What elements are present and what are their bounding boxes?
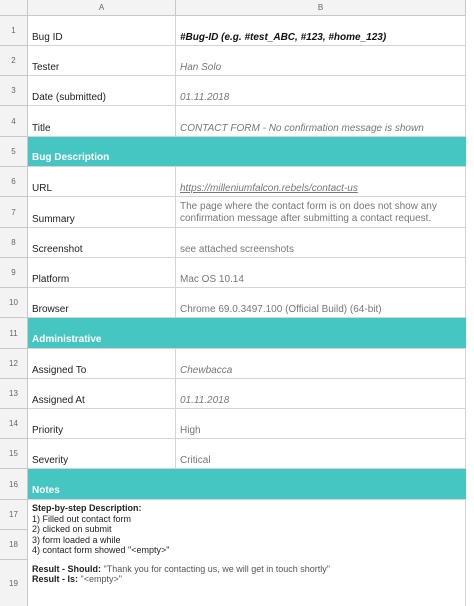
section-header-bug-description[interactable]: Bug Description [28, 137, 466, 167]
cell-value[interactable]: #Bug-ID (e.g. #test_ABC, #123, #home_123) [176, 16, 466, 46]
result-should [32, 564, 461, 575]
cell-value[interactable]: Critical [176, 439, 466, 469]
cell-value[interactable]: High [176, 409, 466, 439]
row-number[interactable]: 2 [0, 46, 28, 76]
row-4 [0, 106, 474, 137]
row-11 [0, 318, 474, 349]
row-number[interactable]: 6 [0, 167, 28, 197]
step-item: 3) form loaded a while [32, 534, 121, 545]
cell-label[interactable]: Date (submitted) [28, 76, 176, 106]
step-item: 4) contact form showed "<empty>" [32, 545, 170, 555]
spacer [32, 556, 461, 564]
row-number[interactable]: 4 [0, 106, 28, 137]
step-item: 2) clicked on submit [32, 524, 112, 534]
result-should-label: Result - Should: [32, 563, 101, 574]
row-number[interactable]: 16 [0, 469, 28, 500]
step-item: 1) Filled out contact form [32, 513, 132, 524]
row-10 [0, 288, 474, 318]
url-link[interactable]: https://milleniumfalcon.rebels/contact-us [176, 167, 466, 197]
row-number[interactable]: 11 [0, 318, 28, 349]
steps-title: Step-by-step Description: [32, 503, 142, 513]
row-9 [0, 258, 474, 288]
row-number[interactable]: 14 [0, 409, 28, 439]
row-12 [0, 349, 474, 379]
row-8 [0, 228, 474, 258]
cell-value[interactable]: Mac OS 10.14 [176, 258, 466, 288]
cell-label[interactable]: Platform [28, 258, 176, 288]
row-5 [0, 137, 474, 167]
cell-value[interactable]: Chewbacca [176, 349, 466, 379]
cell-value[interactable]: Chrome 69.0.3497.100 (Official Build) (64-bit) [176, 288, 466, 318]
cell-label[interactable]: Severity [28, 439, 176, 469]
row-number[interactable]: 13 [0, 379, 28, 409]
row-13 [0, 379, 474, 409]
cell-label[interactable]: Summary [28, 197, 176, 228]
row-number[interactable]: 10 [0, 288, 28, 318]
row-number[interactable]: 18 [0, 530, 28, 560]
cell-label[interactable]: Assigned To [28, 349, 176, 379]
cell-label[interactable]: Browser [28, 288, 176, 318]
row-2 [0, 46, 474, 76]
row-number[interactable]: 17 [0, 500, 28, 530]
row-number[interactable]: 19 [0, 560, 28, 606]
row-number[interactable]: 9 [0, 258, 28, 288]
row-16 [0, 469, 474, 500]
row-7 [0, 197, 474, 228]
row-3 [0, 76, 474, 106]
cell-value[interactable]: Han Solo [176, 46, 466, 76]
cell-label[interactable]: Title [28, 106, 176, 137]
result-is-label: Result - Is: [32, 574, 79, 584]
row-number[interactable]: 3 [0, 76, 28, 106]
corner-cell[interactable] [0, 0, 28, 16]
cell-value[interactable]: CONTACT FORM - No confirmation message is shown [176, 106, 466, 137]
result-should-value: "Thank you for contacting us, we will get in touch shortly" [101, 563, 330, 574]
section-header-administrative[interactable]: Administrative [28, 318, 466, 349]
cell-label[interactable]: Bug ID [28, 16, 176, 46]
cell-label[interactable]: URL [28, 167, 176, 197]
row-number[interactable]: 7 [0, 197, 28, 228]
cell-value[interactable]: 01.11.2018 [176, 76, 466, 106]
cell-label[interactable]: Assigned At [28, 379, 176, 409]
notes-cell[interactable] [28, 500, 466, 606]
column-header-b[interactable]: B [176, 0, 466, 16]
row-15 [0, 439, 474, 469]
cell-value[interactable]: see attached screenshots [176, 228, 466, 258]
cell-value[interactable]: 01.11.2018 [176, 379, 466, 409]
row-number[interactable]: 15 [0, 439, 28, 469]
row-number[interactable]: 8 [0, 228, 28, 258]
row-number[interactable]: 12 [0, 349, 28, 379]
row-6 [0, 167, 474, 197]
row-1 [0, 16, 474, 46]
section-header-notes[interactable]: Notes [28, 469, 466, 500]
row-14 [0, 409, 474, 439]
cell-label[interactable]: Tester [28, 46, 176, 76]
row-number[interactable]: 5 [0, 137, 28, 167]
cell-label[interactable]: Screenshot [28, 228, 176, 258]
result-is [32, 574, 461, 585]
result-is-value: "<empty>" [78, 574, 122, 584]
cell-label[interactable]: Priority [28, 409, 176, 439]
row-number[interactable]: 1 [0, 16, 28, 46]
cell-value[interactable]: The page where the contact form is on does not show any confirmation message after submitting a contact request. [176, 197, 466, 228]
column-header-a[interactable]: A [28, 0, 176, 16]
